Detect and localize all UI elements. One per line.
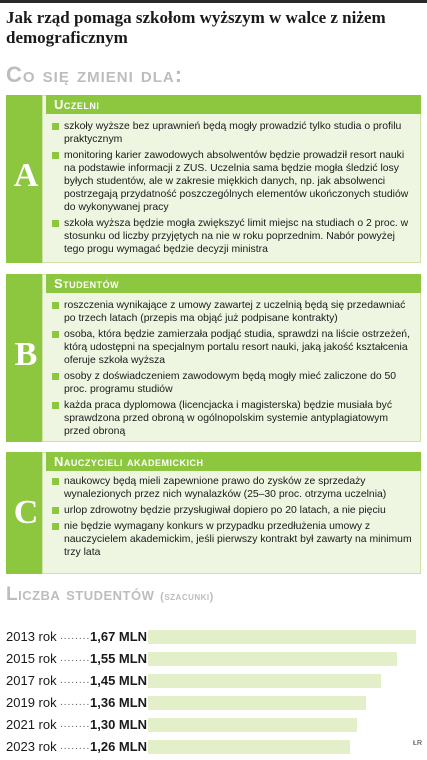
category-label: 2019 rok	[6, 695, 57, 710]
chart-title-text: Liczba studentów	[6, 584, 155, 605]
section-c	[6, 452, 421, 574]
bullet-icon	[52, 478, 59, 485]
data-label: 1,67 MLN	[90, 629, 148, 644]
list-item: osoba, która będzie zamierzała podjąć studia, sprawdzi na liście ostrzeżeń, którą udostępni na specjalnym portalu resort nauki, jaką jakość kształcenia oferuje szkoła wyższa	[52, 328, 415, 367]
leader-dots: ........	[60, 631, 91, 642]
bar	[148, 674, 381, 688]
chart-row	[6, 693, 421, 713]
section-c-list	[52, 475, 415, 562]
category-label: 2023 rok	[6, 739, 57, 754]
section-c-letter: C	[13, 494, 39, 531]
category-label: 2021 rok	[6, 717, 57, 732]
chart-row	[6, 715, 421, 735]
credit: ŁR	[413, 740, 422, 747]
section-b-letter: B	[14, 336, 38, 373]
data-label: 1,45 MLN	[90, 673, 148, 688]
data-label: 1,26 MLN	[90, 739, 148, 754]
bullet-icon	[52, 373, 59, 380]
section-a-list	[52, 120, 415, 259]
bullet-icon	[52, 220, 59, 227]
list-item: szkoła wyższa będzie mogła zwiększyć limit miejsc na studiach o 2 proc. w stosunku od liczby przyjętych na nie w roku poprzednim. Nabór powyżej tego progu wymagać będzie decyzji ministra	[52, 217, 415, 256]
leader-dots: ........	[60, 653, 91, 664]
bullet-icon	[52, 507, 59, 514]
list-item: roszczenia wynikające z umowy zawartej z uczelnią będą się przedawniać po trzech latach (przepis ma objąć już podpisane kontrakty)	[52, 299, 415, 325]
list-item: osoby z doświadczeniem zawodowym będą mogły mieć zaliczone do 50 proc. programu studiów	[52, 370, 415, 396]
list-item: szkoły wyższe bez uprawnień będą mogły prowadzić tylko studia o profilu praktycznym	[52, 120, 415, 146]
section-a	[6, 95, 421, 263]
list-item: naukowcy będą mieli zapewnione prawo do zysków ze sprzedaży wynalezionych przez nich wynalazków (25–30 proc. otrzyma uczelnia)	[52, 475, 415, 501]
section-b	[6, 274, 421, 442]
bar	[148, 718, 357, 732]
section-b-list	[52, 299, 415, 441]
data-label: 1,55 MLN	[90, 651, 148, 666]
data-label: 1,30 MLN	[90, 717, 148, 732]
chart-row	[6, 649, 421, 669]
bullet-icon	[52, 152, 59, 159]
leader-dots: ........	[60, 675, 91, 686]
chart-title	[6, 584, 214, 606]
bar	[148, 652, 397, 666]
list-item: monitoring karier zawodowych absolwentów będzie prowadził resort nauki na podstawie informacji z ZUS. Uczelnia sama będzie mogła śledzić losy byłych studentów, ale w zakresie miękkich danych, np. jak absolwenci postrzegają przydatność poszczególnych elementów ukończonych studiów do wykonywanej pracy	[52, 149, 415, 214]
list-item: urlop zdrowotny będzie przysługiwał dopiero po 20 latach, a nie pięciu	[52, 504, 415, 517]
bullet-icon	[52, 402, 59, 409]
bullet-icon	[52, 302, 59, 309]
leader-dots: ........	[60, 697, 91, 708]
top-rule	[0, 0, 427, 3]
leader-dots: ........	[60, 741, 91, 752]
bar	[148, 696, 366, 710]
bullet-icon	[52, 123, 59, 130]
category-label: 2015 rok	[6, 651, 57, 666]
page-title: Jak rząd pomaga szkołom wyższym w walce z niżem demograficznym	[6, 8, 386, 47]
section-c-heading: Nauczycieli akademickich	[46, 452, 421, 471]
chart-row	[6, 737, 421, 757]
section-a-letter: A	[13, 157, 39, 194]
category-label: 2013 rok	[6, 629, 57, 644]
subtitle: Co się zmieni dla:	[6, 62, 184, 87]
bullet-icon	[52, 523, 59, 530]
section-a-heading: Uczelni	[46, 95, 421, 114]
chart-note: (szacunki)	[160, 591, 214, 603]
leader-dots: ........	[60, 719, 91, 730]
chart-row	[6, 671, 421, 691]
list-item: każda praca dyplomowa (licencjacka i magisterska) będzie musiała być sprawdzona przed obroną w ogólnopolskim systemie antyplagiatowym przed obroną	[52, 399, 415, 438]
category-label: 2017 rok	[6, 673, 57, 688]
bullet-icon	[52, 331, 59, 338]
data-label: 1,36 MLN	[90, 695, 148, 710]
section-b-heading: Studentów	[46, 274, 421, 293]
list-item: nie będzie wymagany konkurs w przypadku przedłużenia umowy z nauczycielem akademickim, jeśli pierwszy kontrakt był zawarty na minimum trzy lata	[52, 520, 415, 559]
bar	[148, 740, 350, 754]
bar	[148, 630, 416, 644]
chart-row	[6, 627, 421, 647]
